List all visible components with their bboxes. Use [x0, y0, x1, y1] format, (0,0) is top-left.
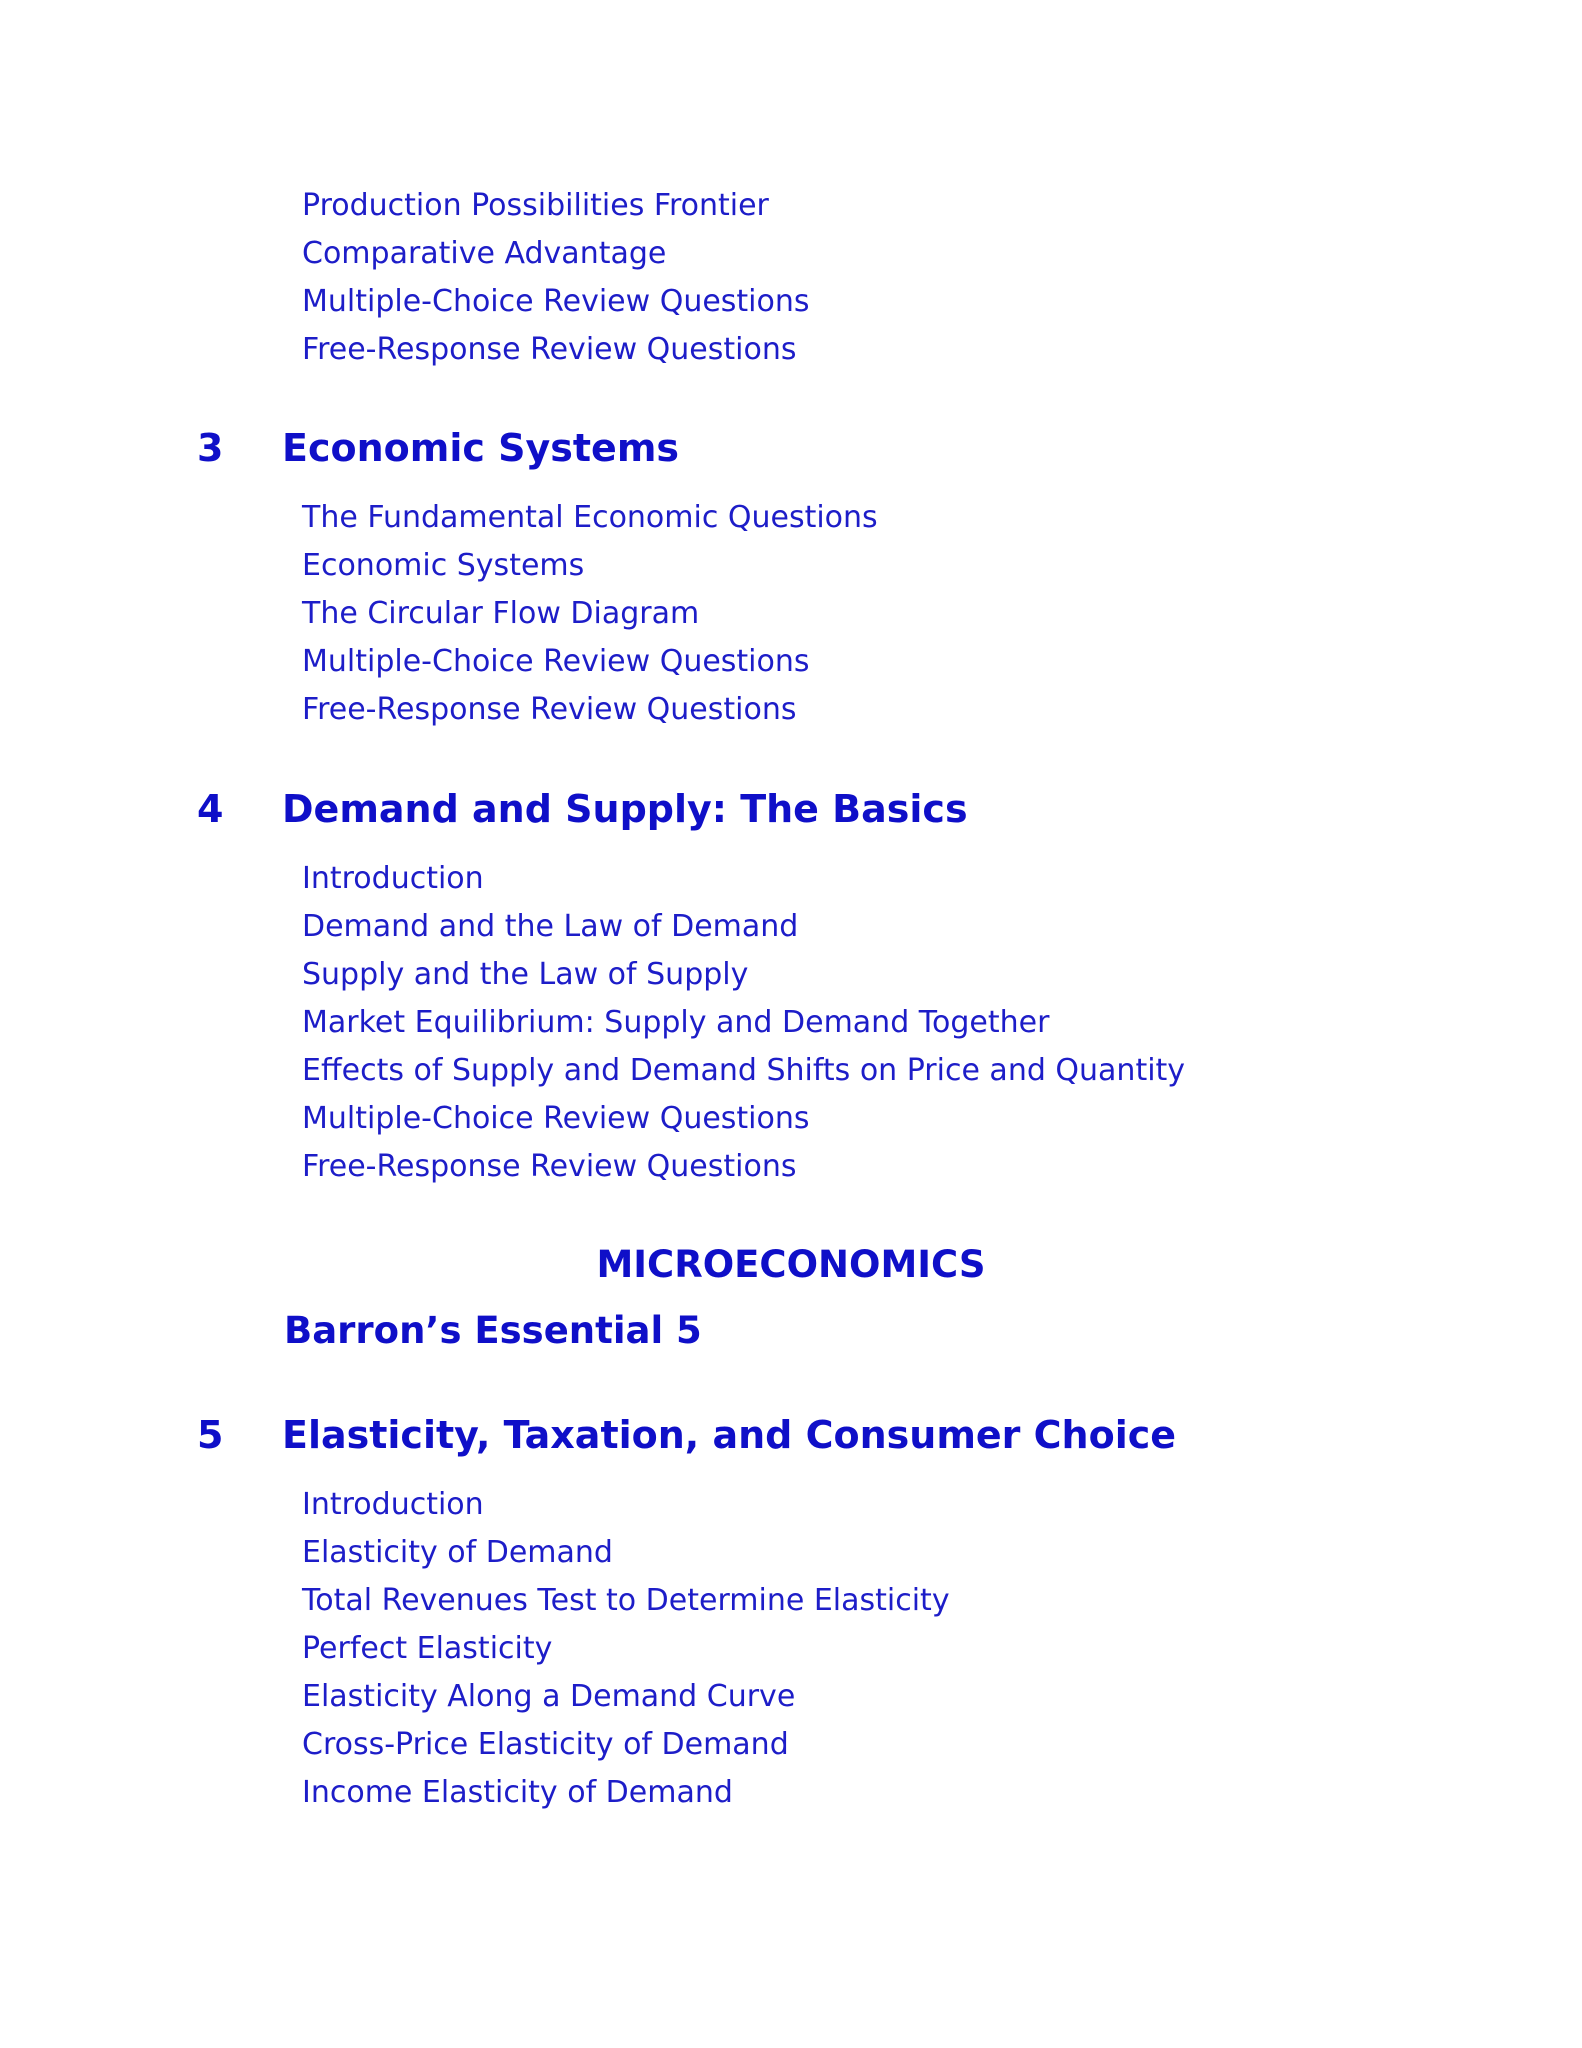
toc-link-ch4-multiple-choice[interactable]: Multiple-Choice Review Questions: [302, 1101, 810, 1136]
barrons-essential-heading[interactable]: Barron’s Essential 5: [284, 1309, 702, 1352]
toc-link-ch5-introduction[interactable]: Introduction: [302, 1487, 484, 1522]
toc-link-fundamental-economic-questions[interactable]: The Fundamental Economic Questions: [302, 500, 878, 535]
toc-link-cross-price-elasticity[interactable]: Cross-Price Elasticity of Demand: [302, 1727, 789, 1762]
toc-link-ch2-multiple-choice[interactable]: Multiple-Choice Review Questions: [302, 284, 810, 319]
toc-link-ch4-introduction[interactable]: Introduction: [302, 861, 484, 896]
toc-link-ch3-free-response[interactable]: Free-Response Review Questions: [302, 692, 797, 727]
toc-link-perfect-elasticity[interactable]: Perfect Elasticity: [302, 1631, 553, 1666]
toc-link-total-revenues-test[interactable]: Total Revenues Test to Determine Elasticity: [302, 1583, 950, 1618]
toc-link-law-of-demand[interactable]: Demand and the Law of Demand: [302, 909, 799, 944]
toc-link-comparative-advantage[interactable]: Comparative Advantage: [302, 236, 667, 271]
toc-link-ch4-free-response[interactable]: Free-Response Review Questions: [302, 1149, 797, 1184]
toc-link-production-possibilities-frontier[interactable]: Production Possibilities Frontier: [302, 188, 769, 223]
toc-link-supply-demand-shifts[interactable]: Effects of Supply and Demand Shifts on Price and Quantity: [302, 1053, 1186, 1088]
toc-link-ch2-free-response[interactable]: Free-Response Review Questions: [302, 332, 797, 367]
chapter-5-title[interactable]: Elasticity, Taxation, and Consumer Choice: [282, 1413, 1177, 1457]
chapter-5-number: 5: [197, 1413, 224, 1457]
toc-link-elasticity-of-demand[interactable]: Elasticity of Demand: [302, 1535, 613, 1570]
toc-link-elasticity-demand-curve[interactable]: Elasticity Along a Demand Curve: [302, 1679, 796, 1714]
toc-link-income-elasticity[interactable]: Income Elasticity of Demand: [302, 1775, 733, 1810]
toc-link-market-equilibrium[interactable]: Market Equilibrium: Supply and Demand Together: [302, 1005, 1050, 1040]
part-title-microeconomics: MICROECONOMICS: [596, 1243, 986, 1286]
toc-link-economic-systems[interactable]: Economic Systems: [302, 548, 585, 583]
toc-link-ch3-multiple-choice[interactable]: Multiple-Choice Review Questions: [302, 644, 810, 679]
chapter-4-number: 4: [197, 787, 224, 831]
chapter-4-title[interactable]: Demand and Supply: The Basics: [282, 787, 968, 831]
toc-link-circular-flow-diagram[interactable]: The Circular Flow Diagram: [302, 596, 700, 631]
chapter-3-number: 3: [197, 426, 224, 470]
chapter-3-title[interactable]: Economic Systems: [282, 426, 680, 470]
toc-link-law-of-supply[interactable]: Supply and the Law of Supply: [302, 957, 749, 992]
